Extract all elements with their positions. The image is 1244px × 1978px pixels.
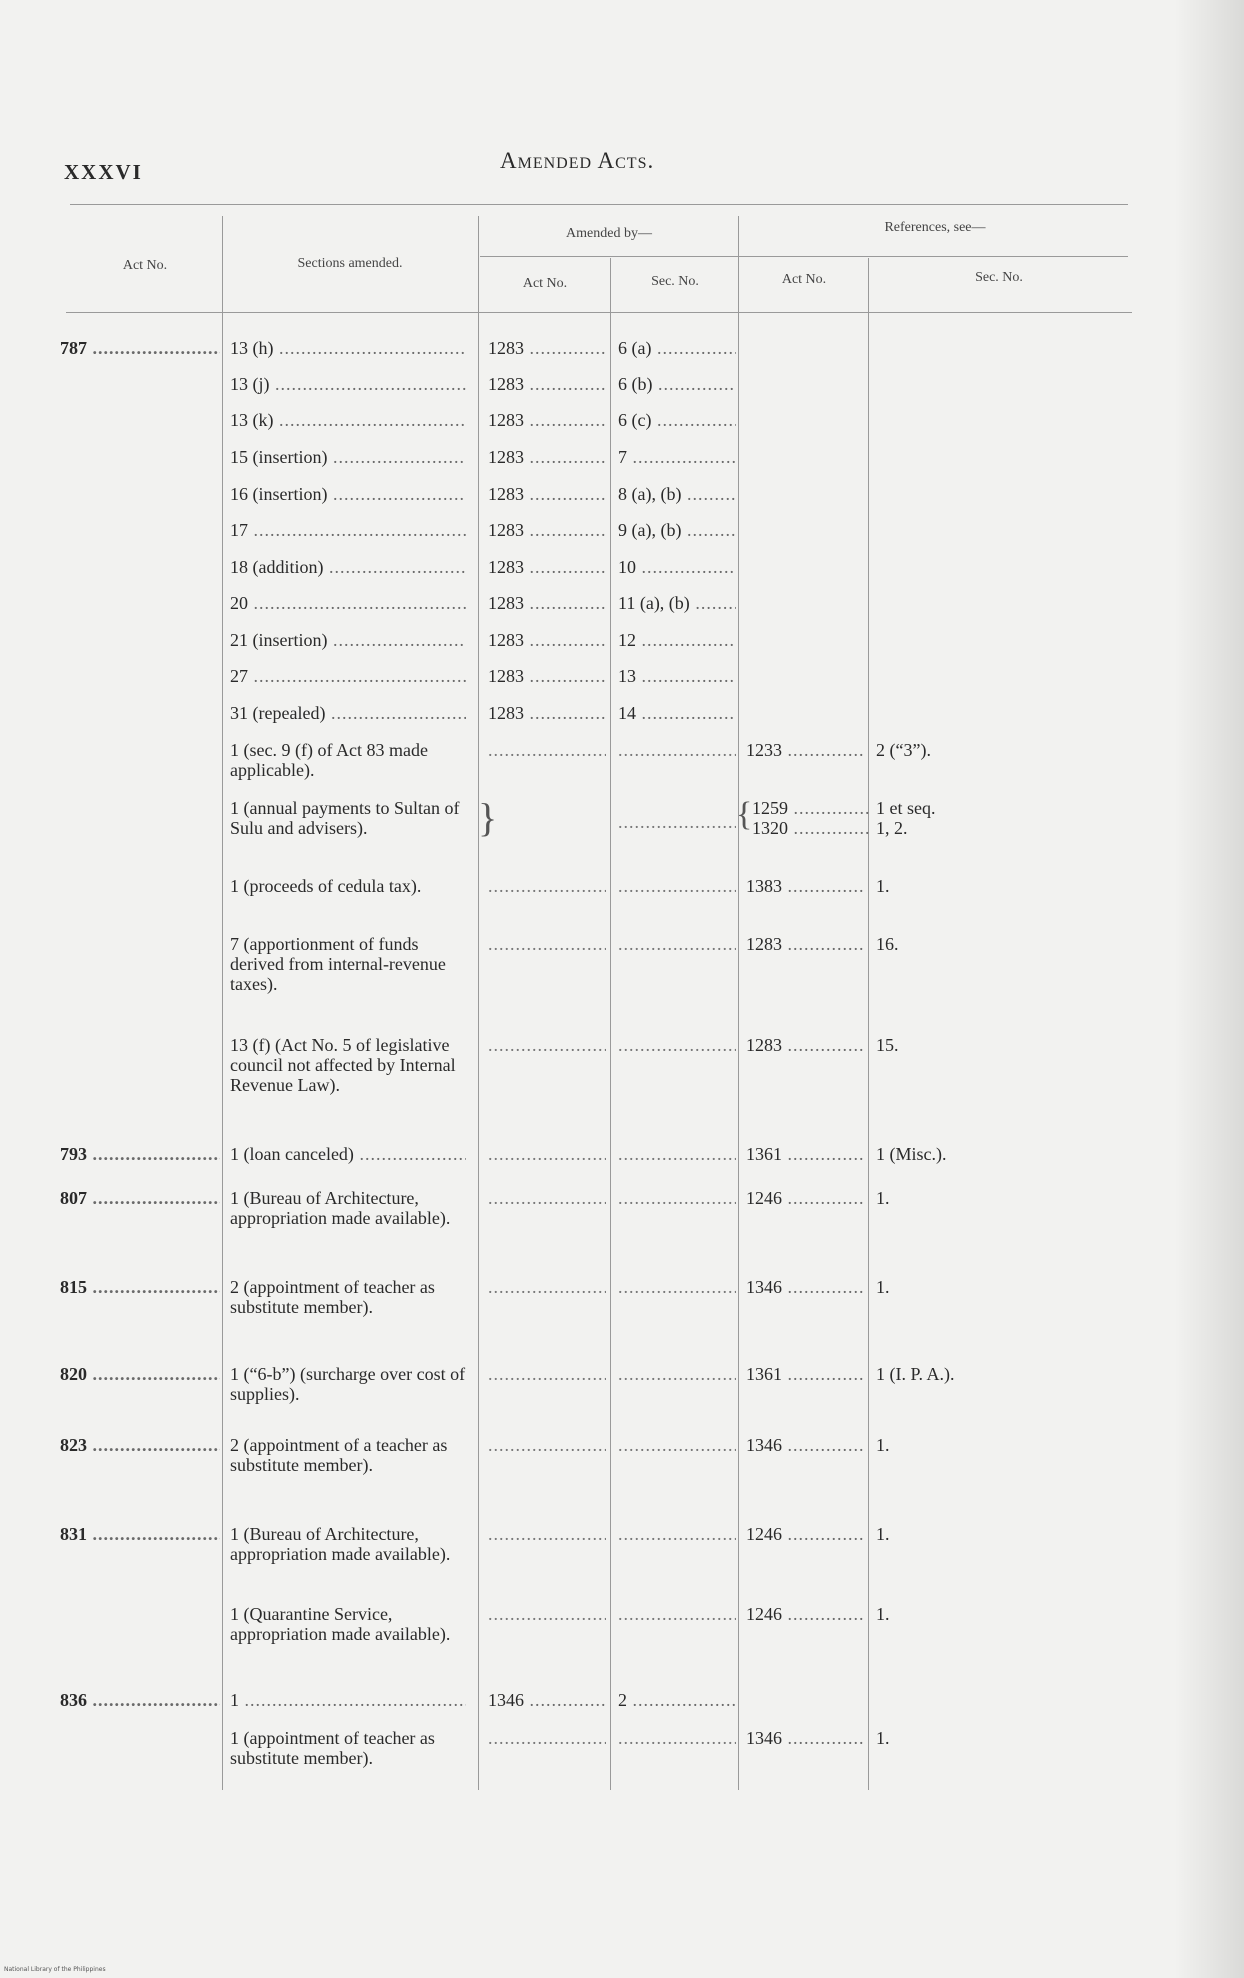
amending-section-blank — [618, 1435, 736, 1455]
reference-act: 1246 ..... — [746, 1604, 864, 1624]
col-header-amended-sec-no: Sec. No. — [651, 274, 699, 289]
amending-section-blank — [618, 740, 736, 760]
act-number: 820 ..... — [60, 1364, 220, 1384]
reference-act: 1346 ..... — [746, 1435, 864, 1455]
reference-section: 1 (Misc.). — [876, 1144, 947, 1164]
amending-act-blank — [488, 1728, 606, 1748]
amending-act: 1283 ..... — [488, 557, 606, 577]
act-number: 793 ..... — [60, 1144, 220, 1164]
reference-act: 1259 ..... — [752, 798, 870, 818]
brace-left: { — [736, 796, 753, 833]
amending-act-blank — [488, 876, 606, 896]
column-divider — [478, 216, 479, 1790]
reference-section: 1. — [876, 1277, 890, 1297]
reference-section: 1. — [876, 876, 890, 896]
section-amended: 2 (appointment of teacher as substitute member). — [230, 1277, 435, 1317]
amending-section-blank — [618, 1604, 736, 1624]
amending-act-blank — [488, 1524, 606, 1544]
section-amended: 13 (k) ..... — [230, 410, 466, 430]
reference-section: 1. — [876, 1188, 890, 1208]
amending-act: 1283 ..... — [488, 374, 606, 394]
reference-act: 1346 ..... — [746, 1728, 864, 1748]
section-amended: 1 (loan canceled) ..... — [230, 1144, 466, 1164]
page-number: XXXVI — [64, 160, 143, 184]
section-amended: 1 (sec. 9 (f) of Act 83 made applicable). — [230, 740, 428, 780]
reference-act: 1320 ..... — [752, 818, 870, 838]
header-top-rule — [70, 204, 1128, 205]
section-amended: 1 (Bureau of Architecture, appropriation made available). — [230, 1188, 451, 1228]
section-amended: 13 (f) (Act No. 5 of legislative council not affected by Internal Revenue Law). — [230, 1035, 456, 1095]
act-number: 815 ..... — [60, 1277, 220, 1297]
section-amended: 31 (repealed) ..... — [230, 703, 466, 723]
col-header-act-no: Act No. — [122, 258, 168, 273]
amending-act-blank — [488, 1035, 606, 1055]
amending-section-blank — [618, 1728, 736, 1748]
amending-section: 12 ..... — [618, 630, 736, 650]
header-mid-rule — [480, 256, 1128, 257]
reference-act: 1246 ..... — [746, 1188, 864, 1208]
page-title: Amended Acts. — [500, 148, 655, 173]
amending-act-blank — [488, 1604, 606, 1624]
page-edge-shadow — [1174, 0, 1244, 1978]
col-header-amended-act-no: Act No. — [522, 276, 568, 291]
col-header-ref-sec-no: Sec. No. — [975, 270, 1023, 285]
amending-act-blank — [488, 1277, 606, 1297]
amending-act: 1346 ..... — [488, 1690, 606, 1710]
amending-act: 1283 ..... — [488, 484, 606, 504]
column-divider — [738, 216, 739, 1790]
section-amended: 2 (appointment of a teacher as substitute member). — [230, 1435, 448, 1475]
amending-section-blank — [618, 1277, 736, 1297]
reference-section: 1 (I. P. A.). — [876, 1364, 955, 1384]
amending-act: 1283 ..... — [488, 447, 606, 467]
amending-section-blank — [618, 812, 736, 832]
reference-section: 1. — [876, 1728, 890, 1748]
reference-section: 16. — [876, 934, 899, 954]
section-amended: 1 (“6-b”) (surcharge over cost of supplies). — [230, 1364, 466, 1404]
reference-section: 15. — [876, 1035, 899, 1055]
reference-act: 1383 ..... — [746, 876, 864, 896]
amending-act-blank — [488, 740, 606, 760]
reference-act: 1246 ..... — [746, 1524, 864, 1544]
amending-act: 1283 ..... — [488, 410, 606, 430]
act-number: 807 ..... — [60, 1188, 220, 1208]
amending-section: 6 (a) ..... — [618, 338, 736, 358]
column-divider — [222, 216, 223, 1790]
section-amended: 1 (proceeds of cedula tax). — [230, 876, 422, 896]
reference-section: 1, 2. — [876, 818, 908, 838]
amending-section: 6 (b) ..... — [618, 374, 736, 394]
reference-act: 1233 ..... — [746, 740, 864, 760]
amending-section: 13 ..... — [618, 666, 736, 686]
amending-section: 10 ..... — [618, 557, 736, 577]
act-number: 831 ..... — [60, 1524, 220, 1544]
amending-act: 1283 ..... — [488, 703, 606, 723]
header-bottom-rule — [66, 312, 1132, 313]
col-header-amended-by: Amended by— — [566, 226, 652, 241]
col-header-ref-act-no: Act No. — [781, 272, 827, 287]
section-amended: 1 (appointment of teacher as substitute member). — [230, 1728, 435, 1768]
reference-act: 1361 ..... — [746, 1364, 864, 1384]
section-amended: 16 (insertion) ..... — [230, 484, 466, 504]
act-number: 823 ..... — [60, 1435, 220, 1455]
amending-section-blank — [618, 1364, 736, 1384]
reference-act: 1283 ..... — [746, 1035, 864, 1055]
col-header-references: References, see— — [884, 220, 986, 235]
library-watermark: National Library of the Philippines — [4, 1966, 106, 1973]
reference-section: 2 (“3”). — [876, 740, 931, 760]
amending-section-blank — [618, 1144, 736, 1164]
amending-section: 2 ..... — [618, 1690, 736, 1710]
amending-section: 11 (a), (b) ..... — [618, 593, 736, 613]
section-amended: 17 ..... — [230, 520, 466, 540]
reference-section: 1. — [876, 1524, 890, 1544]
col-header-sections-amended: Sections amended. — [297, 256, 403, 271]
amending-act-blank — [488, 1364, 606, 1384]
amending-section: 14 ..... — [618, 703, 736, 723]
reference-act: 1346 ..... — [746, 1277, 864, 1297]
amending-section-blank — [618, 934, 736, 954]
section-amended: 1 (Quarantine Service, appropriation made available). — [230, 1604, 451, 1644]
amending-act: 1283 ..... — [488, 520, 606, 540]
amending-section: 8 (a), (b) ..... — [618, 484, 736, 504]
amending-section: 6 (c) ..... — [618, 410, 736, 430]
section-amended: 27 ..... — [230, 666, 466, 686]
section-amended: 1 (annual payments to Sultan of Sulu and advisers). — [230, 798, 460, 838]
section-amended: 13 (j) ..... — [230, 374, 466, 394]
amending-section-blank — [618, 1035, 736, 1055]
amending-act-blank — [488, 1435, 606, 1455]
column-divider — [868, 258, 869, 1790]
section-amended: 1 ..... — [230, 1690, 466, 1710]
amending-act-blank — [488, 1144, 606, 1164]
section-amended: 20 ..... — [230, 593, 466, 613]
amending-section-blank — [618, 1188, 736, 1208]
amending-act: 1283 ..... — [488, 666, 606, 686]
section-amended: 7 (apportionment of funds derived from internal-revenue taxes). — [230, 934, 446, 994]
reference-section: 1. — [876, 1604, 890, 1624]
amending-act: 1283 ..... — [488, 593, 606, 613]
section-amended: 15 (insertion) ..... — [230, 447, 466, 467]
brace-right: } — [478, 795, 498, 840]
act-number: 787 ..... — [60, 338, 220, 358]
section-amended: 18 (addition) ..... — [230, 557, 466, 577]
amending-section-blank — [618, 1524, 736, 1544]
amending-act: 1283 ..... — [488, 338, 606, 358]
reference-act: 1361 ..... — [746, 1144, 864, 1164]
reference-act: 1283 ..... — [746, 934, 864, 954]
section-amended: 13 (h) ..... — [230, 338, 466, 358]
reference-section: 1. — [876, 1435, 890, 1455]
amending-act-blank — [488, 1188, 606, 1208]
section-amended: 21 (insertion) ..... — [230, 630, 466, 650]
amending-act-blank — [488, 934, 606, 954]
amending-section: 7 ..... — [618, 447, 736, 467]
reference-section: 1 et seq. — [876, 798, 936, 818]
column-divider — [610, 258, 611, 1790]
section-amended: 1 (Bureau of Architecture, appropriation made available). — [230, 1524, 451, 1564]
amending-section-blank — [618, 876, 736, 896]
amending-section: 9 (a), (b) ..... — [618, 520, 736, 540]
act-number: 836 ..... — [60, 1690, 220, 1710]
amending-act: 1283 ..... — [488, 630, 606, 650]
